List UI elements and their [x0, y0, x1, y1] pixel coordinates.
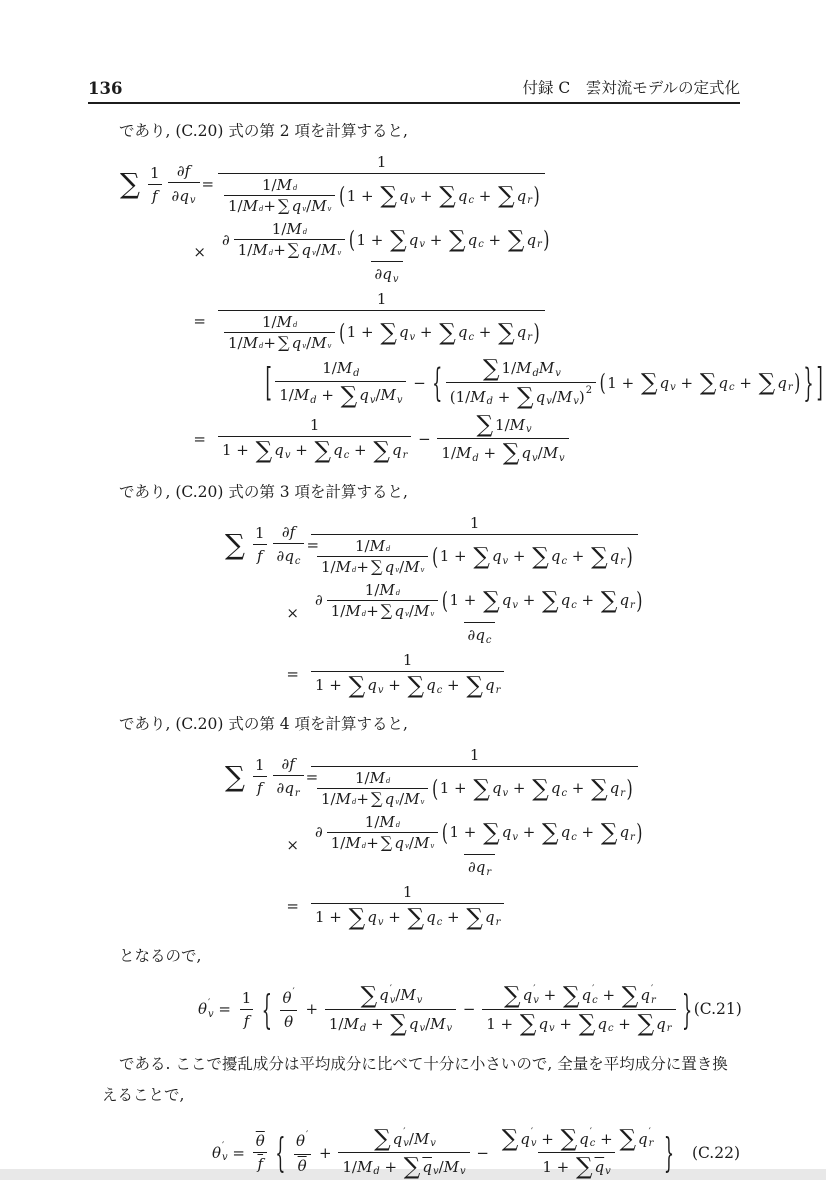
- page-header: [88, 76, 740, 104]
- equation-tag-c22: (C.22): [691, 1143, 740, 1162]
- paragraph-result: となるので,: [119, 946, 202, 965]
- equation-c22: [102, 1127, 740, 1178]
- paragraph-term4: であり, (C.20) 式の第 4 項を計算すると,: [119, 714, 408, 733]
- paragraph-approximation: [102, 1049, 740, 1111]
- equation-c22-expression: θ ′ v = $\frac{\overline{\theta}}{f}$ { θ ′ $\overline{\theta}$ + ∑ q ′ v / M v 1/ M d + ∑ $\overline{q}$ v / M v − ∑ q ′ v + ∑ q ′ c + ∑ q ′ r 1 + ∑ $\overline{q}$ v }: [212, 1125, 675, 1180]
- paragraph-term2: であり, (C.20) 式の第 2 項を計算すると,: [119, 122, 408, 140]
- equation-display-dqc: ∑ 1 f ∂ f ∂ q c = 1 1/ M d 1/ M d + ∑ q v / M v ( 1 + ∑ q v + ∑ q c + ∑ q r ) × ∂ 1/ M d 1/ M d + ∑ q v / M v ( 1 + ∑ q v + ∑ q c + ∑ q r ) ∂ q c = 1 1 + ∑ q v + ∑ q c + ∑ q r: [225, 513, 643, 699]
- equation-display-dqv: ∑ 1 f ∂ f ∂ q v = 1 1/ M d 1/ M d + ∑ q v / M v ( 1 + ∑ q v + ∑ q c + ∑ q r ) × ∂ 1/ M d 1/ M d + ∑ q v / M v ( 1 + ∑ q v + ∑ q c + ∑ q r ) ∂ q v = 1 1/ M d 1/ M d + ∑ q v / M v ( 1 + ∑ q v + ∑ q c + ∑ q r ) [ 1/ M d 1/ M d + ∑ q v / M v − { ∑ 1/ M d M v (1/ M d + ∑ q v / M v ) 2 ( 1 + ∑ q v + ∑ q c + ∑ q r ) } ] = 1 1 + ∑ q v + ∑ q c + ∑ q r − ∑ 1/ M v 1/ M d + ∑ q v / M v: [120, 153, 823, 467]
- equation-c21: [102, 981, 742, 1037]
- page-number: 136: [88, 79, 123, 98]
- paragraph-line: えることで,: [102, 1086, 185, 1105]
- equation-tag-c21: (C.21): [693, 1000, 742, 1019]
- equation-c21-expression: θ ′ v = $\frac{1}{f}$ { θ ′ θ + ∑ q ′ v / M v 1/ M d + ∑ q v / M v − ∑ q ′ v + ∑ q ′ c + ∑ q ′ r 1 + ∑ q v + ∑ q c + ∑ q r }: [198, 981, 693, 1037]
- body-column: [102, 119, 823, 1180]
- equation-display-dqr: ∑ 1 f ∂ f ∂ q r = 1 1/ M d 1/ M d + ∑ q v / M v ( 1 + ∑ q v + ∑ q c + ∑ q r ) × ∂ 1/ M d 1/ M d + ∑ q v / M v ( 1 + ∑ q v + ∑ q c + ∑ q r ) ∂ q r = 1 1 + ∑ q v + ∑ q c + ∑ q r: [225, 745, 643, 931]
- paragraph-term3: であり, (C.20) 式の第 3 項を計算すると,: [119, 482, 408, 501]
- header-title: 付録 C 雲対流モデルの定式化: [522, 79, 740, 97]
- paragraph-line: である. ここで擾乱成分は平均成分に比べて十分に小さいので, 全量を平均成分に置き換: [119, 1055, 728, 1074]
